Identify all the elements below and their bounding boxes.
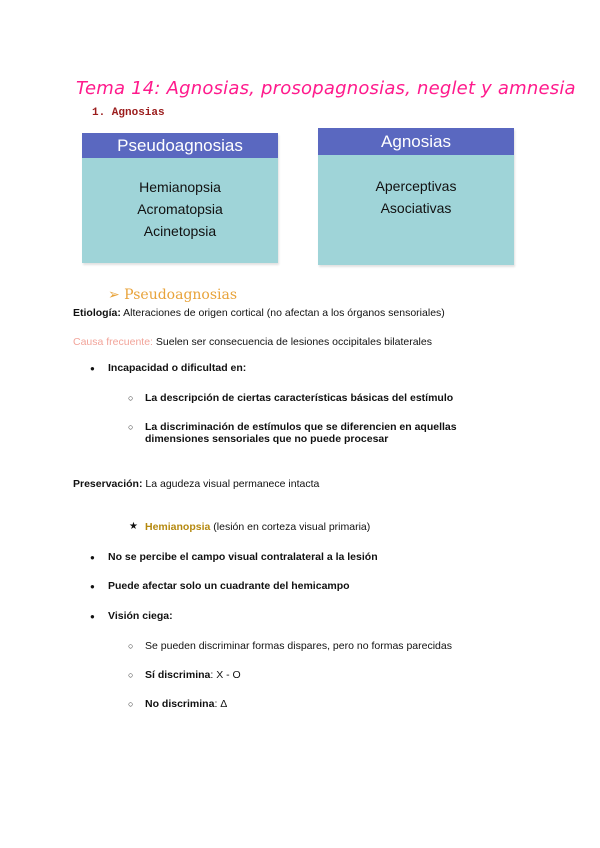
subbullet-line: ○ La discriminación de estímulos que se diferencien en aquellas [145,421,457,433]
section-heading-agnosias: 1. Agnosias [92,107,165,119]
causa-label: Causa frecuente: [73,336,153,348]
agnosias-box-items [318,155,514,219]
no-discrimina-text: : Δ [214,698,228,710]
hemianopsia-line [145,521,370,533]
subbullet-formas: ○ Se pueden discriminar formas dispares, pero no formas parecidas [145,640,452,652]
preservacion-label: Preservación: [73,478,143,490]
box-item: Acromatopsia [137,201,223,217]
box-item: Aperceptivas [375,178,457,194]
pseudoagnosias-diagram-box [82,133,278,263]
subbullet-line: dimensiones sensoriales que no puede procesar [145,433,389,445]
preservacion-text: La agudeza visual permanece intacta [142,478,320,490]
no-discrimina-label: No discrimina [145,698,215,710]
subbullet-discriminacion [145,421,457,445]
agnosias-diagram-box [318,128,514,265]
subbullet-si-discrimina [145,669,241,681]
etiologia-line [73,307,445,319]
hemianopsia-text: (lesión en corteza visual primaria) [210,521,371,533]
bullet-vision-ciega: ● Visión ciega: [108,610,173,622]
pseudoagnosias-box-header: Pseudoagnosias [82,133,278,158]
bullet-campo-visual: ● No se percibe el campo visual contralateral a la lesión [108,551,378,563]
box-item: Hemianopsia [139,179,221,195]
pseudoagnosias-box-items [82,158,278,242]
si-discrimina-text: : X - O [210,669,241,681]
causa-text: Suelen ser consecuencia de lesiones occipitales bilaterales [152,336,432,348]
bullet-incapacidad: ● Incapacidad o dificultad en: [108,362,246,374]
hemianopsia-label: Hemianopsia [145,521,211,533]
causa-line [73,336,432,348]
box-item: Asociativas [380,200,452,216]
box-item: Acinetopsia [143,223,217,239]
preservacion-line [73,478,319,490]
si-discrimina-label: Sí discrimina [145,669,211,681]
etiologia-label: Etiología: [73,307,121,319]
subbullet-no-discrimina [145,698,227,710]
bullet-cuadrante: ● Puede afectar solo un cuadrante del hemicampo [108,580,350,592]
subheading-pseudoagnosias: ➢ Pseudoagnosias [108,287,238,303]
agnosias-box-header: Agnosias [318,128,514,155]
page-title: Tema 14: Agnosias, prosopagnosias, neglet y amnesia [76,78,576,99]
etiologia-text: Alteraciones de origen cortical (no afectan a los órganos sensoriales) [120,307,445,319]
subbullet-descripcion: ○ La descripción de ciertas características básicas del estímulo [145,392,453,404]
